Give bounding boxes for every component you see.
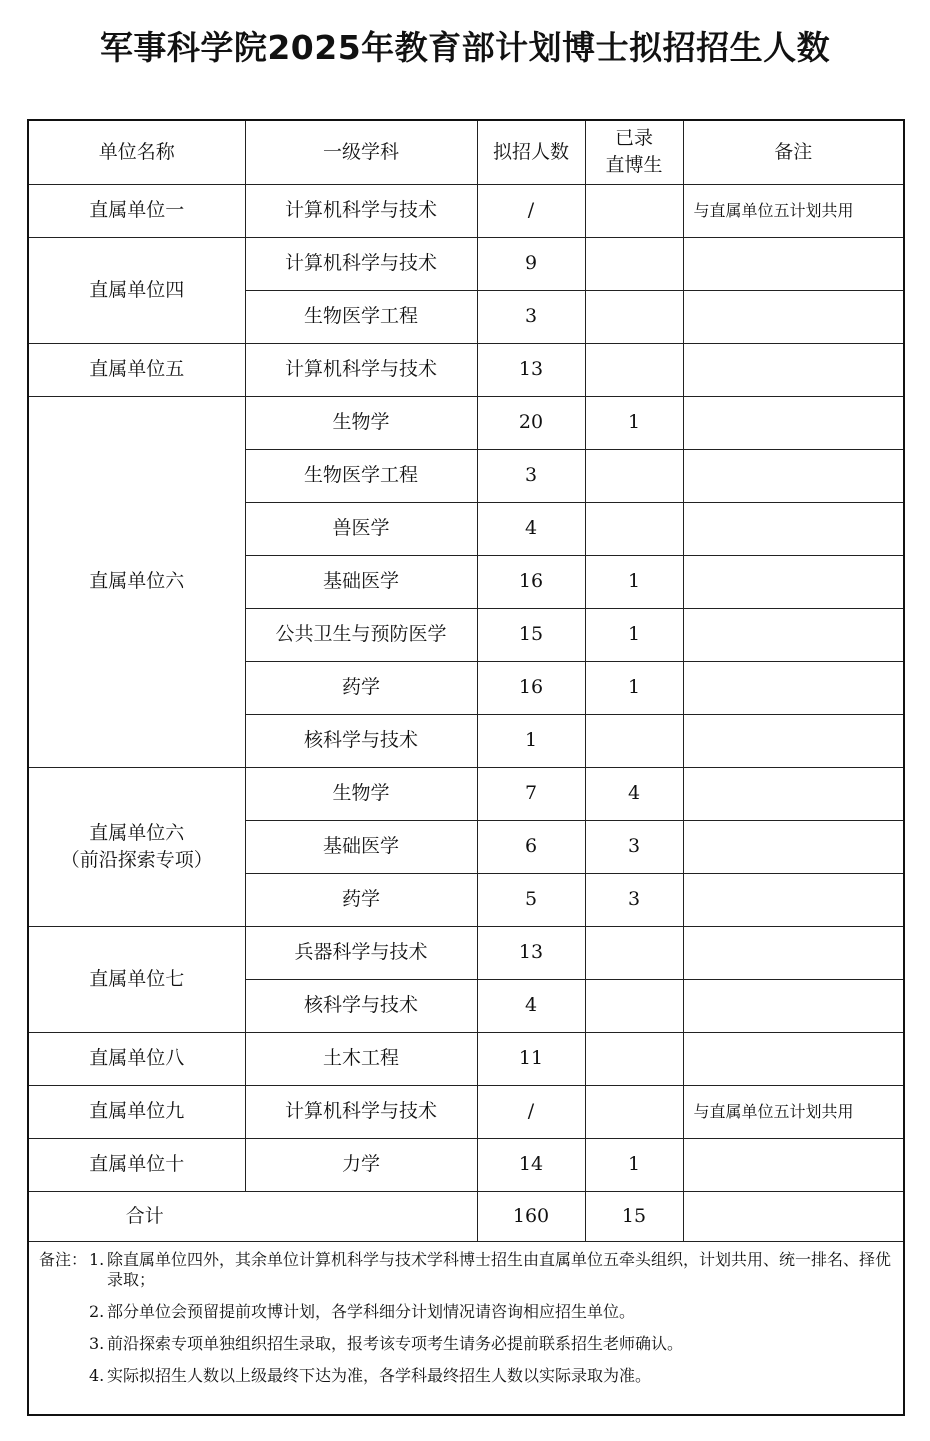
header-unit: 单位名称 — [28, 120, 245, 184]
quota-cell: 5 — [477, 873, 585, 926]
remark-cell — [683, 979, 904, 1032]
remark-cell — [683, 1138, 904, 1191]
remark-cell — [683, 290, 904, 343]
note-number: 2. — [89, 1301, 105, 1321]
note-item — [39, 1250, 895, 1290]
direct-phd-cell: 1 — [585, 1138, 683, 1191]
header-discipline: 一级学科 — [245, 120, 477, 184]
remark-cell — [683, 555, 904, 608]
unit-name: 直属单位一 — [89, 199, 185, 221]
note-text: 部分单位会预留提前攻博计划，各学科细分计划情况请咨询相应招生单位。 — [107, 1301, 636, 1321]
notes-label: 备注： — [39, 1249, 88, 1269]
direct-phd-cell — [585, 714, 683, 767]
total-row — [28, 1191, 904, 1241]
unit-name-cell — [28, 1138, 245, 1191]
discipline-cell: 生物医学工程 — [245, 449, 477, 502]
header-remark: 备注 — [683, 120, 904, 184]
table-row — [28, 1138, 904, 1191]
remark-cell — [683, 926, 904, 979]
remark-cell — [683, 343, 904, 396]
quota-cell: 4 — [477, 502, 585, 555]
header-direct-line2: 直博生 — [605, 154, 663, 177]
table-row — [28, 396, 904, 449]
quota-cell: 3 — [477, 449, 585, 502]
discipline-cell: 生物医学工程 — [245, 290, 477, 343]
quota-cell: 16 — [477, 661, 585, 714]
table-body — [28, 184, 904, 1191]
quota-cell: 15 — [477, 608, 585, 661]
discipline-cell: 核科学与技术 — [245, 979, 477, 1032]
direct-phd-cell: 1 — [585, 608, 683, 661]
table-row — [28, 1032, 904, 1085]
header-direct-phd — [585, 120, 683, 184]
note-text: 除直属单位四外，其余单位计算机科学与技术学科博士招生由直属单位五牵头组织，计划共用、统一排名、择优录取； — [107, 1249, 892, 1289]
note-item — [39, 1302, 895, 1322]
direct-phd-cell: 1 — [585, 555, 683, 608]
discipline-cell: 计算机科学与技术 — [245, 343, 477, 396]
remark-cell — [683, 1032, 904, 1085]
unit-name-cell — [28, 396, 245, 767]
quota-cell: 1 — [477, 714, 585, 767]
table-row — [28, 767, 904, 820]
discipline-cell: 计算机科学与技术 — [245, 237, 477, 290]
unit-name: 直属单位六 — [89, 821, 185, 844]
discipline-cell: 药学 — [245, 661, 477, 714]
table-row — [28, 237, 904, 290]
page-title: 军事科学院2025年教育部计划博士拟招招生人数 — [99, 28, 831, 67]
quota-cell: 13 — [477, 926, 585, 979]
unit-name: 直属单位七 — [89, 967, 185, 990]
discipline-cell: 计算机科学与技术 — [245, 1085, 477, 1138]
unit-name: 直属单位四 — [89, 278, 185, 301]
unit-subname: （前沿探索专项） — [60, 848, 213, 871]
header-direct-line1: 已录 — [614, 127, 653, 150]
unit-name-cell — [28, 184, 245, 237]
remark-cell — [683, 502, 904, 555]
unit-name-cell — [28, 237, 245, 343]
table-row — [28, 343, 904, 396]
direct-phd-cell — [585, 979, 683, 1032]
unit-name-cell — [28, 767, 245, 926]
unit-name-cell — [28, 926, 245, 1032]
quota-cell: 11 — [477, 1032, 585, 1085]
remark-cell — [683, 767, 904, 820]
remark-cell — [683, 449, 904, 502]
unit-name: 直属单位八 — [89, 1047, 185, 1069]
direct-phd-cell: 3 — [585, 820, 683, 873]
note-item — [39, 1334, 895, 1354]
table-row — [28, 926, 904, 979]
discipline-cell: 生物学 — [245, 767, 477, 820]
direct-phd-cell — [585, 1085, 683, 1138]
direct-phd-cell — [585, 1032, 683, 1085]
discipline-cell: 公共卫生与预防医学 — [245, 608, 477, 661]
header-quota: 拟招人数 — [477, 120, 585, 184]
quota-cell: / — [477, 184, 585, 237]
note-item — [39, 1366, 895, 1386]
unit-name: 直属单位十 — [89, 1153, 185, 1175]
total-direct: 15 — [585, 1191, 683, 1241]
direct-phd-cell — [585, 502, 683, 555]
discipline-cell: 兽医学 — [245, 502, 477, 555]
direct-phd-cell: 4 — [585, 767, 683, 820]
total-label — [28, 1191, 477, 1241]
unit-name-cell — [28, 1085, 245, 1138]
quota-cell: 14 — [477, 1138, 585, 1191]
unit-name: 直属单位五 — [89, 358, 185, 380]
header-row — [28, 120, 904, 184]
discipline-cell: 土木工程 — [245, 1032, 477, 1085]
quota-cell: 3 — [477, 290, 585, 343]
direct-phd-cell — [585, 449, 683, 502]
direct-phd-cell: 3 — [585, 873, 683, 926]
remark-cell — [683, 608, 904, 661]
unit-name-cell — [28, 343, 245, 396]
quota-cell: 16 — [477, 555, 585, 608]
direct-phd-cell — [585, 343, 683, 396]
discipline-cell: 核科学与技术 — [245, 714, 477, 767]
notes-row — [28, 1241, 904, 1415]
note-text: 前沿探索专项单独组织招生录取，报考该专项考生请务必提前联系招生老师确认。 — [107, 1333, 684, 1353]
discipline-cell: 药学 — [245, 873, 477, 926]
discipline-cell: 基础医学 — [245, 820, 477, 873]
total-quota: 160 — [477, 1191, 585, 1241]
quota-cell: 9 — [477, 237, 585, 290]
quota-cell: 4 — [477, 979, 585, 1032]
note-number: 4. — [89, 1365, 105, 1385]
direct-phd-cell — [585, 290, 683, 343]
remark-cell — [683, 396, 904, 449]
remark-cell: 与直属单位五计划共用 — [683, 1085, 904, 1138]
direct-phd-cell: 1 — [585, 661, 683, 714]
quota-cell: 6 — [477, 820, 585, 873]
direct-phd-cell — [585, 926, 683, 979]
remark-cell — [683, 820, 904, 873]
quota-cell: 13 — [477, 343, 585, 396]
table-row — [28, 1085, 904, 1138]
unit-name: 直属单位九 — [89, 1100, 185, 1122]
total-remark — [683, 1191, 904, 1241]
note-number: 1. — [89, 1249, 105, 1269]
quota-cell: 7 — [477, 767, 585, 820]
remark-cell — [683, 714, 904, 767]
direct-phd-cell — [585, 184, 683, 237]
note-number: 3. — [89, 1333, 105, 1353]
note-text: 实际拟招生人数以上级最终下达为准，各学科最终招生人数以实际录取为准。 — [107, 1365, 652, 1385]
unit-name-cell — [28, 1032, 245, 1085]
table-row — [28, 184, 904, 237]
notes-cell — [28, 1241, 904, 1415]
discipline-cell: 力学 — [245, 1138, 477, 1191]
quota-cell: 20 — [477, 396, 585, 449]
remark-cell — [683, 873, 904, 926]
remark-cell — [683, 661, 904, 714]
enrollment-table — [27, 119, 905, 1416]
remark-cell: 与直属单位五计划共用 — [683, 184, 904, 237]
discipline-cell: 生物学 — [245, 396, 477, 449]
discipline-cell: 兵器科学与技术 — [245, 926, 477, 979]
discipline-cell: 计算机科学与技术 — [245, 184, 477, 237]
direct-phd-cell: 1 — [585, 396, 683, 449]
direct-phd-cell — [585, 237, 683, 290]
discipline-cell: 基础医学 — [245, 555, 477, 608]
quota-cell: / — [477, 1085, 585, 1138]
unit-name: 直属单位六 — [89, 570, 185, 592]
total-label-text: 合计 — [125, 1204, 164, 1227]
remark-cell — [683, 237, 904, 290]
